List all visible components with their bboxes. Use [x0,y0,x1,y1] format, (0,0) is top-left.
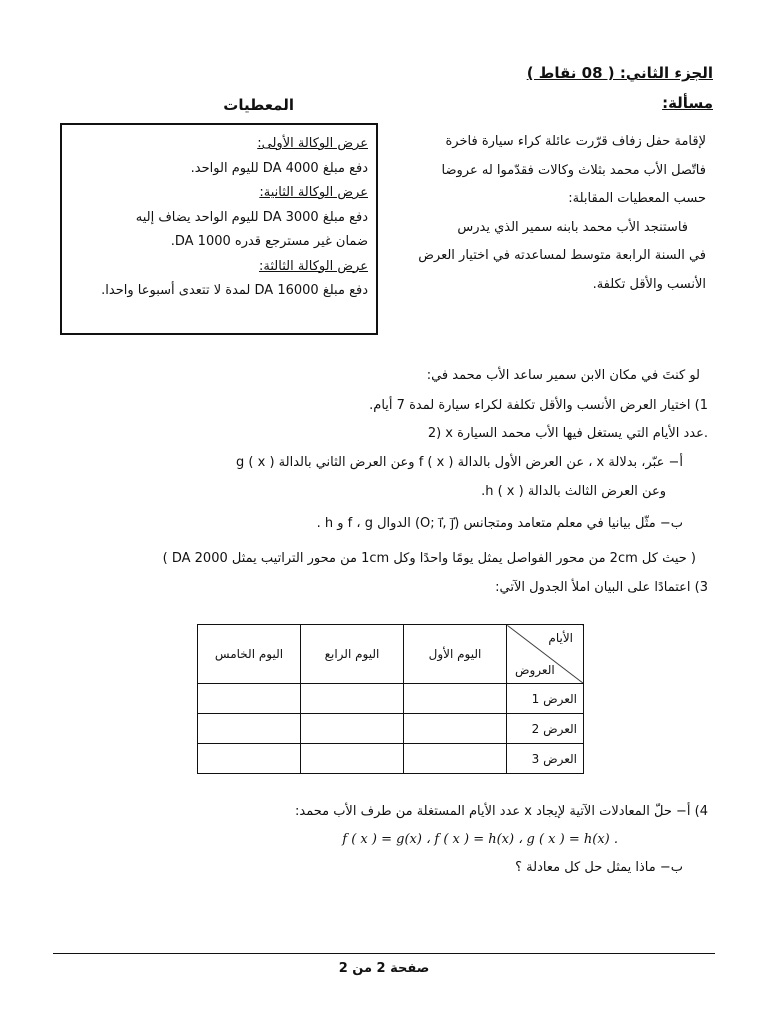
table-row [198,744,584,774]
table-cell [198,714,301,744]
intro-paragraph [386,128,706,299]
corner-days-label: الأيام [548,631,573,645]
equations-text: f ( x ) = g(x) ، f ( x ) = h(x) ، g ( x ) = h(x) . [342,832,618,847]
table-row [198,684,584,714]
offer1-title: عرض الوكالة الأولى: [257,136,368,151]
question-2a-line-2: وعن العرض الثالث بالدالة h ( x ). [481,484,666,499]
question-3: 3) اعتمادًا على البيان املأ الجدول الآتي: [495,580,708,595]
intro-line: فاتّصل الأب محمد بثلاث وكالات فقدّموا له عروضا [441,162,706,178]
table-row [198,714,584,744]
question-2b: ب− مثّل بيانيا في معلم متعامد ومتجانس (O; i⃗, j⃗) الدوال f ، g و h . [316,516,683,531]
offer2-text-2: ضمان غير مسترجع قدره 1000 DA. [170,234,368,249]
table-cell [301,744,404,774]
column-header: اليوم الرابع [301,625,404,684]
intro-line: حسب المعطيات المقابلة: [568,191,706,206]
intro-line: لإقامة حفل زفاف قرّرت عائلة كراء سيارة فاخرة [445,134,706,149]
offer3-text: دفع مبلغ 16000 DA لمدة لا تتعدى أسبوعا واحدا. [101,283,368,298]
intro-line: الأنسب والأقل تكلفة. [592,276,706,292]
column-header: اليوم الخامس [198,625,301,684]
question-4-equations [342,832,618,847]
table-cell [301,684,404,714]
intro-line: فاستنجد الأب محمد بابنه سمير الذي يدرس [457,219,688,235]
column-header: اليوم الأول [404,625,507,684]
question-4b: ب− ماذا يمثل حل كل معادلة ؟ [515,860,683,875]
row-header: العرض 2 [507,714,584,744]
table-cell [301,714,404,744]
table-cell [198,744,301,774]
row-header: العرض 3 [507,744,584,774]
question-2b-note: ( حيث كل 2cm من محور الفواصل يمثل يومًا واحدًا وكل 1cm من محور التراتيب يمثل 2000 DA ) [162,551,696,566]
question-2a-line-1: أ− عبّر، بدلالة x ، عن العرض الأول بالدالة f ( x ) وعن العرض الثاني بالدالة g ( x ) [236,455,683,470]
question-4a: 4) أ− حلّ المعادلات الآتية لإيجاد x عدد الأيام المستغلة من طرف الأب محمد: [294,804,708,819]
questions-lead: لو كنتَ في مكان الابن سمير ساعد الأب محمد في: [426,368,700,383]
table-cell [404,744,507,774]
question-1: 1) اختيار العرض الأنسب والأقل تكلفة لكراء سيارة لمدة 7 أيام. [369,398,708,413]
page-number: صفحة 2 من 2 [338,961,430,976]
table-cell [404,684,507,714]
footer-divider [53,953,715,954]
offer3-title: عرض الوكالة الثالثة: [259,258,368,274]
offer1-text: دفع مبلغ 4000 DA لليوم الواحد. [190,160,368,176]
offer2-text-1: دفع مبلغ 3000 DA لليوم الواحد يضاف إليه [135,209,368,225]
offers-table [197,624,584,774]
problem-label: مسألة: [662,94,713,112]
data-label: المعطيات [223,96,294,114]
intro-line: في السنة الرابعة متوسط لمساعدته في اختيار العرض [418,248,706,263]
table-header-row [198,625,584,684]
table-corner-cell [507,625,584,684]
table-cell [198,684,301,714]
table-cell [404,714,507,744]
data-box [60,123,378,335]
row-header: العرض 1 [507,684,584,714]
question-2: 2) x عدد الأيام التي يستغل فيها الأب محمد السيارة. [427,426,708,441]
part-title: الجزء الثاني: ( 08 نقاط ) [526,64,713,82]
offer2-title: عرض الوكالة الثانية: [259,185,368,200]
corner-offers-label: العروض [515,663,555,677]
